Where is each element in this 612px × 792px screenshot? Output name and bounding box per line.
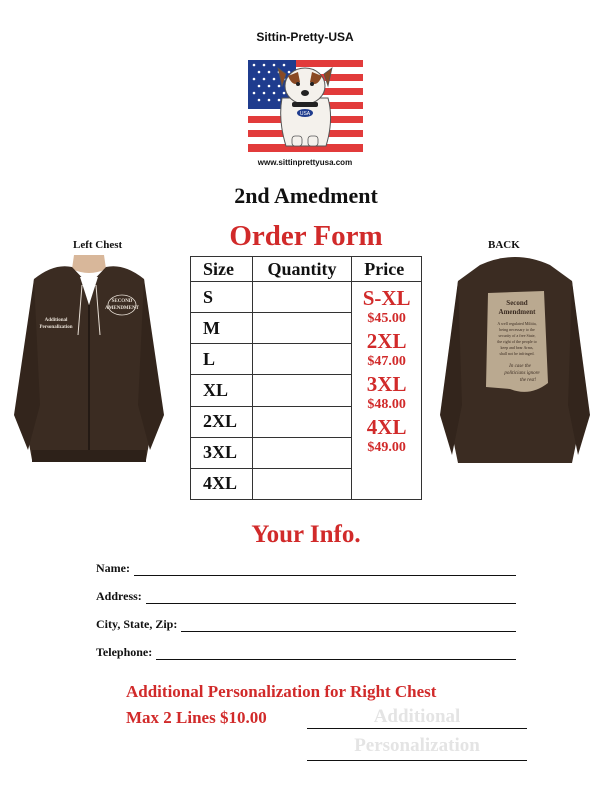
city-state-zip-label: City, State, Zip:: [96, 617, 178, 631]
order-table: [190, 256, 422, 500]
quantity-cell-4xl[interactable]: [252, 468, 352, 499]
back-label: BACK: [488, 239, 520, 251]
svg-text:In case the: In case the: [509, 364, 531, 369]
price-size-s-xl: S-XL: [362, 286, 411, 311]
quantity-cell-2xl[interactable]: [252, 406, 352, 437]
size-header: Size: [191, 257, 253, 282]
telephone-label: Telephone:: [96, 645, 153, 659]
page-title: 2nd Amedment: [234, 183, 378, 208]
price-list: [352, 282, 422, 500]
svg-text:the rest!: the rest!: [519, 378, 537, 383]
price-header: Price: [352, 257, 422, 282]
personalization-line-2[interactable]: [307, 760, 527, 761]
size-3xl: 3XL: [191, 437, 253, 468]
svg-text:shall not be infringed.: shall not be infringed.: [499, 351, 535, 356]
personalization-line-1[interactable]: [307, 728, 527, 729]
svg-text:the right of the people to: the right of the people to: [497, 339, 537, 344]
price-size-4xl: 4XL: [366, 415, 407, 440]
svg-text:security of a free State,: security of a free State,: [498, 333, 536, 338]
left-chest-label: Left Chest: [73, 239, 123, 251]
price-size-3xl: 3XL: [366, 372, 407, 397]
svg-text:Additional: Additional: [44, 318, 68, 323]
personalization-placeholder-1: Additional: [373, 706, 461, 727]
svg-text:being necessary to the: being necessary to the: [499, 327, 535, 332]
size-m: M: [191, 313, 253, 344]
address-line[interactable]: [146, 592, 516, 604]
quantity-cell-s[interactable]: [252, 282, 352, 313]
name-field[interactable]: [96, 560, 516, 576]
svg-text:keep and bear Arms,: keep and bear Arms,: [500, 345, 534, 350]
size-4xl: 4XL: [191, 468, 253, 499]
price-amount-3xl: $48.00: [367, 397, 406, 413]
svg-text:A well regulated Militia,: A well regulated Militia,: [497, 321, 537, 326]
personalization-price: Max 2 Lines $10.00: [126, 708, 267, 727]
svg-text:AMENDMENT: AMENDMENT: [105, 306, 139, 311]
city-state-zip-field[interactable]: [96, 616, 516, 632]
price-amount-4xl: $49.00: [367, 440, 406, 456]
quantity-cell-l[interactable]: [252, 344, 352, 375]
address-label: Address:: [96, 589, 142, 603]
quantity-cell-m[interactable]: [252, 313, 352, 344]
flag-dog-logo: [248, 60, 363, 152]
size-2xl: 2XL: [191, 406, 253, 437]
city-state-zip-line[interactable]: [181, 620, 516, 632]
personalization-placeholder-2: Personalization: [354, 735, 480, 756]
brand-name: Sittin-Pretty-USA: [256, 30, 354, 44]
order-form-title: Order Form: [229, 220, 383, 252]
size-xl: XL: [191, 375, 253, 406]
svg-text:Personalization: Personalization: [39, 325, 73, 330]
your-info-title: Your Info.: [251, 521, 361, 548]
svg-text:SECOND: SECOND: [111, 299, 133, 304]
svg-text:USA: USA: [299, 111, 311, 117]
price-amount-s-xl: $45.00: [367, 311, 406, 327]
size-s: S: [191, 282, 253, 313]
svg-text:politicians ignore: politicians ignore: [504, 371, 540, 376]
quantity-cell-3xl[interactable]: [252, 437, 352, 468]
name-label: Name:: [96, 561, 130, 575]
quantity-cell-xl[interactable]: [252, 375, 352, 406]
personalization-heading: Additional Personalization for Right Chest: [126, 682, 437, 701]
price-amount-2xl: $47.00: [367, 354, 406, 370]
telephone-line[interactable]: [156, 648, 516, 660]
price-size-2xl: 2XL: [366, 329, 407, 354]
brand-url[interactable]: www.sittinprettyusa.com: [257, 158, 353, 167]
hoodie-back-image: [440, 255, 590, 475]
hoodie-front-image: [14, 255, 164, 475]
quantity-header: Quantity: [252, 257, 352, 282]
dog-icon: [278, 68, 332, 146]
svg-text:Second: Second: [506, 299, 528, 307]
size-l: L: [191, 344, 253, 375]
svg-text:Amendment: Amendment: [498, 308, 536, 316]
address-field[interactable]: [96, 588, 516, 604]
telephone-field[interactable]: [96, 644, 516, 660]
name-line[interactable]: [134, 564, 516, 576]
